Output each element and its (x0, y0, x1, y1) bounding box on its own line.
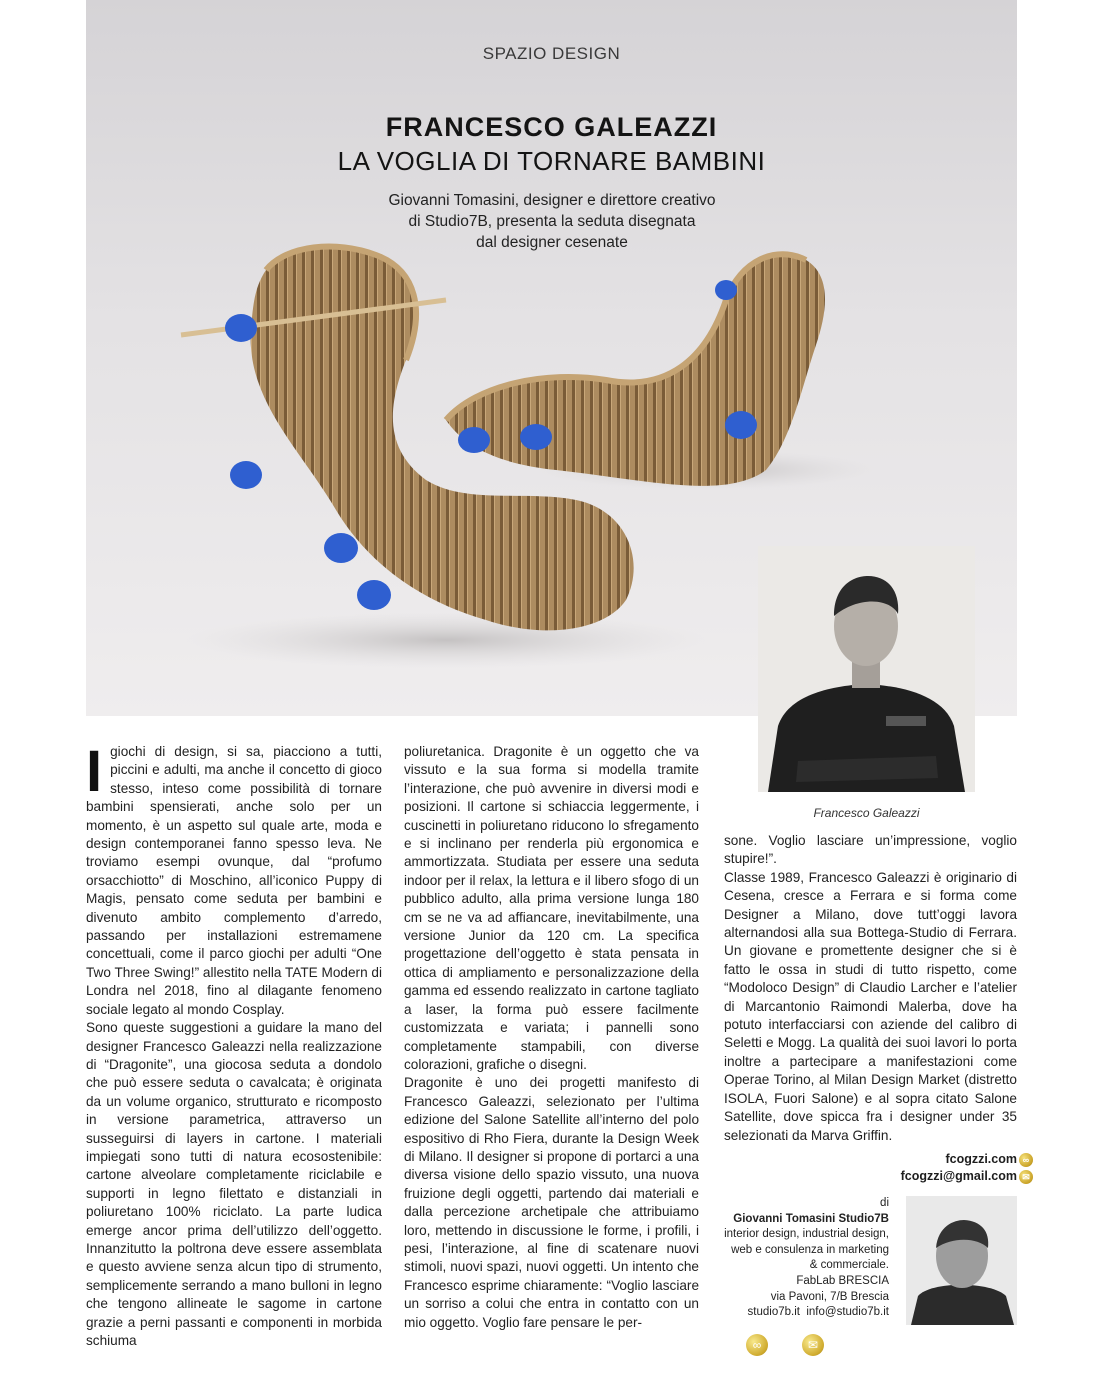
link-icon: ∞ (1019, 1153, 1033, 1167)
author-name: Giovanni Tomasini Studio7B (733, 1212, 889, 1225)
email-link-row[interactable] (901, 1168, 1033, 1185)
drop-cap: I (86, 739, 103, 804)
mail-icon: ✉ (1019, 1170, 1033, 1184)
envelope-icon[interactable]: ✉ (802, 1334, 824, 1356)
author-line: & commerciale. (809, 1259, 889, 1272)
article-column-3 (724, 832, 1017, 1145)
paragraph: giochi di design, si sa, piacciono a tutti, piccini e adulti, ma anche il concetto di gioco stesso, inteso come possibilità di tornare bambini spensierati, anche solo per un momento, è un aspetto sul quale arte, moda e design contemporanei fanno spesso leva. Ne troviamo esempi ovunque, dal “profumo orsacchiotto” di Moschino, all’iconico Puppy di Magis, pensato come seduta per bambini e divenuto ambito complemento d’arredo, passando per installazioni estremamene concettuali, come il parco giochi per adulti “One Two Three Swing!” allestito nella TATE Modern di Londra nel 2018, fino al dilagante fenomeno sociale legato al mondo Cosplay. (86, 744, 382, 1017)
article-column-2 (404, 743, 699, 1332)
website-link[interactable]: fcogzzi.com (945, 1152, 1017, 1166)
author-line: via Pavoni, 7/B Brescia (770, 1290, 889, 1303)
article-title-tagline: LA VOGLIA DI TORNARE BAMBINI (337, 146, 766, 176)
author-contacts (700, 1305, 889, 1321)
author-line: interior design, industrial design, (724, 1228, 889, 1241)
author-di: di (880, 1197, 889, 1209)
paragraph: Dragonite è uno dei progetti manifesto di Francesco Galeazzi, selezionato per l’ultima edizione del Salone Satellite all’interno del polo espositivo di Rho Fiera, durante la Design Week di Milano. Il designer si propone di portarci a una diversa visione dello spazio vissuto, una nuova fruizione degli oggetti, partendo dai materiali e dalla percezione archetipale che attribuiamo loro, mettendo in discussione le forme, i profili, i pesi, l’interazione, al fine di scatenare nuovi stimoli, nuovi spazi, nuovi oggetti. Un intento che Francesco esprime chiaramente: “Voglio lasciare un sorriso a colui che entra in contatto con un mio oggetto. Voglio fare pensare le per- (404, 1075, 699, 1330)
paragraph: poliuretanica. Dragonite è un oggetto che va vissuto e la sua forma si modella tramite l’interazione, che può avvenire in diversi modi e posizioni. Il cartone si schiaccia leggermente, i cuscinetti in poliuretano riducono lo sfregamento e si inclinano per renderla più ergonomica e ammortizzata. Studiata per essere una seduta indoor per il relax, la lettura e il libero sfogo di un pubblico adulto, alla prima versione lunga 180 cm se ne va ad affiancare, inevitabilmente, una versione Junior da 120 cm. La specifica progettazione dell’oggetto è stata pensata in ottica di ampliamento e personalizzazione della gamma ed essendo realizzato in cartone tagliato a laser, la forma può essere facilmente customizzata e variata; i pannelli sono completamente stampabili, con diverse colorazioni, grafiche o disegni. (404, 744, 699, 1072)
author-contact-icons (746, 1334, 836, 1358)
author-website-link[interactable]: studio7b.it (747, 1306, 800, 1319)
subtitle-line: di Studio7B, presenta la seduta disegnata (408, 213, 696, 230)
paragraph: sone. Voglio lasciare un’impressione, voglio stupire!”. (724, 833, 1017, 867)
portrait-illustration (758, 546, 975, 792)
portrait-caption: Francesco Galeazzi (813, 806, 920, 820)
paragraph: Sono queste suggestioni a guidare la mano del designer Francesco Galeazzi nella realizzazione di “Dragonite”, una giocosa seduta a dondolo che può essere seduta o cavalcata; è originata da un volume organico, strutturato e ricomposto in versione parametrica, attraverso un susseguirsi di layers in cartone. I materiali impiegati sono tutti di natura ecosostenibile: cartone alveolare completamente riciclabile e supporti in legno filettato e distanziali in poliuretano 100% riciclato. La parte ludica emerge ancor prima dell’utilizzo dell’oggetto. Innanzitutto la poltrona deve essere assemblata e questo avviene senza alcun tipo di strumento, semplicemente serrando a mano bulloni in legno che tengono allineate le sagome in cartone grazie a perni passanti e componenti in morbida schiuma (86, 1020, 382, 1348)
author-photo-illustration (906, 1196, 1017, 1325)
globe-icon[interactable]: ∞ (746, 1334, 768, 1356)
author-line: FabLab BRESCIA (796, 1274, 889, 1287)
author-photo (906, 1196, 1017, 1325)
paragraph: Classe 1989, Francesco Galeazzi è originario di Cesena, cresce a Ferrara e si forma come Designer a Milano, dove tutt’oggi lavora alternandosi alla sua Bottega-Studio di Ferrara. Un giovane e promettente designer che si è fatto le ossa in studi di tutto rispetto, come “Modoloco Design” di Claudio Larcher e l’atelier di Marcantonio Raimondi Malerba, dove ha potuto interfacciarsi con aziende del calibro di Seletti e Mogg. La qualità dei suoi lavori lo porta inoltre a partecipare a manifestazioni come Operae Torino, al Milan Design Market (distretto ISOLA, Fuori Salone) e al sopra citato Salone Satellite, dove spicca fra i designer under 35 selezionati da Marva Griffin. (724, 869, 1017, 1143)
author-email-link[interactable]: info@studio7b.it (806, 1306, 889, 1319)
author-line: web e consulenza in marketing (731, 1243, 889, 1256)
subtitle-line: dal designer cesenate (476, 234, 628, 251)
section-label: SPAZIO DESIGN (482, 44, 621, 63)
subtitle-line: Giovanni Tomasini, designer e direttore creativo (388, 192, 716, 209)
email-link[interactable]: fcogzzi@gmail.com (900, 1169, 1017, 1183)
portrait-photo-francesco-galeazzi (758, 546, 975, 792)
article-title-name: FRANCESCO GALEAZZI (385, 112, 718, 142)
website-link-row[interactable] (901, 1151, 1033, 1168)
designer-contacts (901, 1151, 1033, 1185)
article-subtitle (352, 190, 752, 253)
author-box (700, 1196, 889, 1321)
article-column-1 (86, 739, 382, 1350)
